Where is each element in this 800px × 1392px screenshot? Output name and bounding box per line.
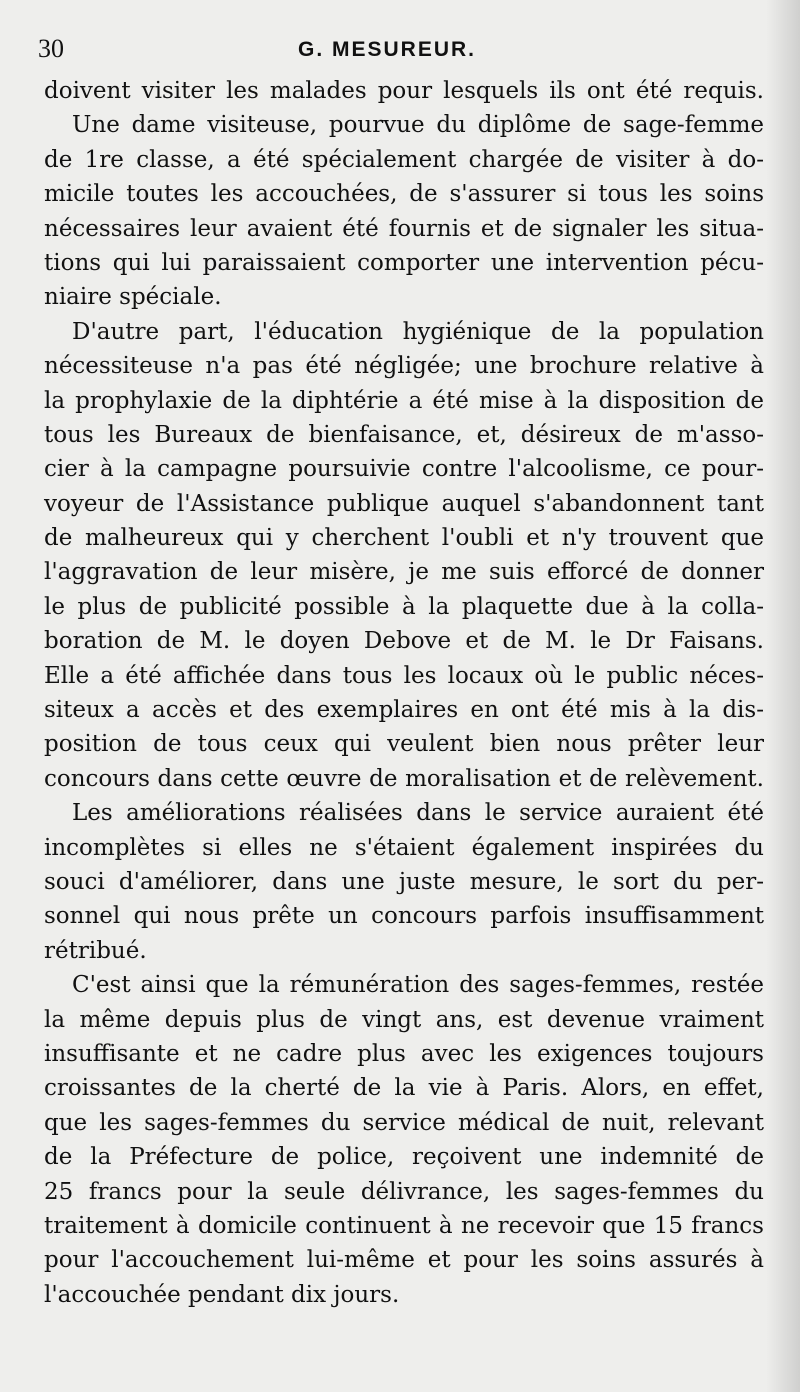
text-line: voyeur de l'Assistance publique auquel s'abandonnent tant xyxy=(44,490,764,517)
text-line: tions qui lui paraissaient comporter une intervention pécu- xyxy=(44,249,764,276)
text-line: la prophylaxie de la diphtérie a été mise à la disposition de xyxy=(44,387,764,414)
text-line: traitement à domicile continuent à ne recevoir que 15 francs xyxy=(44,1212,764,1239)
page-header xyxy=(38,34,740,66)
paragraph-last-line: niaire spéciale. xyxy=(44,284,222,311)
text-line: cier à la campagne poursuivie contre l'alcoolisme, ce pour- xyxy=(44,456,764,483)
text-line: doivent visiter les malades pour lesquels ils ont été requis. xyxy=(44,78,764,104)
text-line: micile toutes les accouchées, de s'assurer si tous les soins xyxy=(44,181,764,208)
text-line: position de tous ceux qui veulent bien nous prêter leur xyxy=(44,731,764,758)
paragraph-first-line: Les améliorations réalisées dans le service auraient été xyxy=(72,800,764,827)
text-line: souci d'améliorer, dans une juste mesure, le sort du per- xyxy=(44,868,764,895)
page-number: 30 xyxy=(38,34,64,63)
text-line: 25 francs pour la seule délivrance, les sages-femmes du xyxy=(44,1178,764,1205)
text-line: pour l'accouchement lui-même et pour les soins assurés à xyxy=(44,1247,764,1274)
paragraph-last-line: rétribué. xyxy=(44,937,147,964)
text-line: nécessiteuse n'a pas été négligée; une brochure relative à xyxy=(44,353,764,380)
text-line: la même depuis plus de vingt ans, est devenue vraiment xyxy=(44,1006,764,1033)
text-line: Elle a été affichée dans tous les locaux où le public néces- xyxy=(44,662,764,689)
text-line: de la Préfecture de police, reçoivent une indemnité de xyxy=(44,1144,764,1171)
body-text xyxy=(44,74,764,1312)
paragraph-last-line: l'accouchée pendant dix jours. xyxy=(44,1281,400,1308)
text-line: tous les Bureaux de bienfaisance, et, désireux de m'asso- xyxy=(44,421,764,448)
paragraph-first-line: Une dame visiteuse, pourvue du diplôme de sage-femme xyxy=(72,112,764,139)
paragraph-first-line: C'est ainsi que la rémunération des sages-femmes, restée xyxy=(72,972,764,999)
text-line: incomplètes si elles ne s'étaient également inspirées du xyxy=(44,834,764,861)
text-line: concours dans cette œuvre de moralisation et de relèvement. xyxy=(44,765,764,792)
running-head: G. MESUREUR. xyxy=(298,38,477,61)
text-line: boration de M. le doyen Debove et de M. le Dr Faisans. xyxy=(44,628,764,655)
text-line: siteux a accès et des exemplaires en ont été mis à la dis- xyxy=(44,697,764,724)
text-line: croissantes de la cherté de la vie à Paris. Alors, en effet, xyxy=(44,1075,764,1102)
text-line: que les sages-femmes du service médical de nuit, relevant xyxy=(44,1109,764,1136)
paragraph-first-line: D'autre part, l'éducation hygiénique de la population xyxy=(72,318,764,345)
text-line: sonnel qui nous prête un concours parfois insuffisamment xyxy=(44,903,764,930)
text-line: de 1re classe, a été spécialement chargée de visiter à do- xyxy=(44,146,764,173)
text-line: insuffisante et ne cadre plus avec les exigences toujours xyxy=(44,1040,764,1067)
text-line: le plus de publicité possible à la plaquette due à la colla- xyxy=(44,593,764,620)
text-line: nécessaires leur avaient été fournis et de signaler les situa- xyxy=(44,215,764,242)
text-line: de malheureux qui y cherchent l'oubli et n'y trouvent que xyxy=(44,525,764,552)
text-line: l'aggravation de leur misère, je me suis efforcé de donner xyxy=(44,559,764,586)
